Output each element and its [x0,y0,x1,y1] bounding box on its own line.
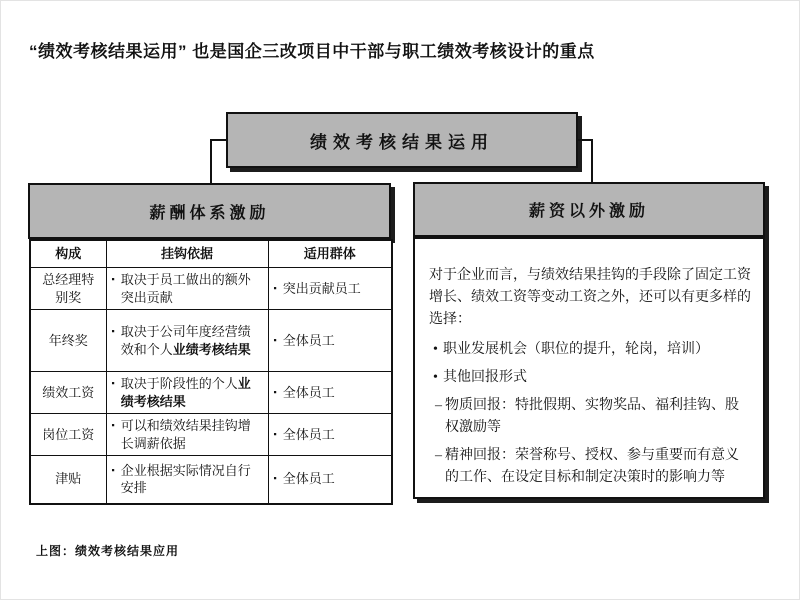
right-branch-header [413,182,765,237]
left-branch-header-label: 薪酬体系激励 [149,204,270,222]
col-header-component: 构成 [30,240,106,268]
row-group: ▪ 全体员工 [268,456,392,504]
col-header-basis: 挂钩依据 [106,240,268,268]
row-basis: ▪ 取决于阶段性的个人业绩考核结果 [106,372,268,414]
square-bullet-icon: ▪ [273,428,277,439]
panel-bullet-item: • 职业发展机会（职位的提升，轮岗，培训） [433,339,751,361]
row-group: ▪ 全体员工 [268,310,392,372]
figure-caption: 上图：绩效考核结果应用 [36,544,180,558]
connector-left-horizontal [210,139,227,141]
dot-bullet-icon: • [433,370,438,385]
dash-bullet-icon: – [435,448,442,463]
panel-intro: 对于企业而言，与绩效结果挂钩的手段除了固定工资增长、绩效工资等变动工资之外，还可以有更多样的选择： [429,268,751,327]
table-header-row [30,240,392,268]
square-bullet-icon: ▪ [111,273,115,284]
col-header-group: 适用群体 [268,240,392,268]
square-bullet-icon: ▪ [111,325,115,336]
connector-left-vertical [210,139,212,185]
row-group: ▪ 全体员工 [268,372,392,414]
row-basis: ▪ 取决于公司年度经营绩效和个人业绩考核结果 [106,310,268,372]
square-bullet-icon: ▪ [273,386,277,397]
row-basis: ▪ 取决于员工做出的额外突出贡献 [106,268,268,310]
square-bullet-icon: ▪ [273,282,277,293]
left-branch-header [28,183,391,239]
connector-right-vertical [591,139,593,184]
row-group: ▪ 突出贡献员工 [268,268,392,310]
compensation-table [29,239,393,505]
square-bullet-icon: ▪ [273,334,277,345]
square-bullet-icon: ▪ [111,419,115,430]
right-branch-header-label: 薪资以外激励 [528,203,649,220]
panel-dash-item: – 物质回报：特批假期、实物奖品、福利挂钩、股权激励等 [435,395,751,439]
dash-bullet-icon: – [435,398,442,413]
page-title: “绩效考核结果运用” 也是国企三改项目中干部与职工绩效考核设计的重点 [29,42,595,61]
root-node-box [226,112,578,168]
row-basis: ▪ 企业根据实际情况自行安排 [106,456,268,504]
table-row [30,268,392,310]
row-name: 津贴 [30,456,106,504]
square-bullet-icon: ▪ [111,464,115,475]
panel-bullet-item: • 其他回报形式 [433,367,751,389]
panel-dash-item: – 精神回报：荣誉称号、授权、参与重要而有意义的工作、在设定目标和制定决策时的影响力等 [435,445,751,489]
row-name: 年终奖 [30,310,106,372]
row-group: ▪ 全体员工 [268,414,392,456]
square-bullet-icon: ▪ [111,377,115,388]
row-name: 岗位工资 [30,414,106,456]
table-row [30,372,392,414]
dot-bullet-icon: • [433,342,438,357]
table-row [30,456,392,504]
row-name: 总经理特别奖 [30,268,106,310]
table-row [30,414,392,456]
row-name: 绩效工资 [30,372,106,414]
table-row [30,310,392,372]
row-basis: ▪ 可以和绩效结果挂钩增长调薪依据 [106,414,268,456]
root-node-label: 绩效考核结果运用 [310,132,494,152]
non-pay-incentives-panel [413,237,765,499]
square-bullet-icon: ▪ [273,473,277,484]
